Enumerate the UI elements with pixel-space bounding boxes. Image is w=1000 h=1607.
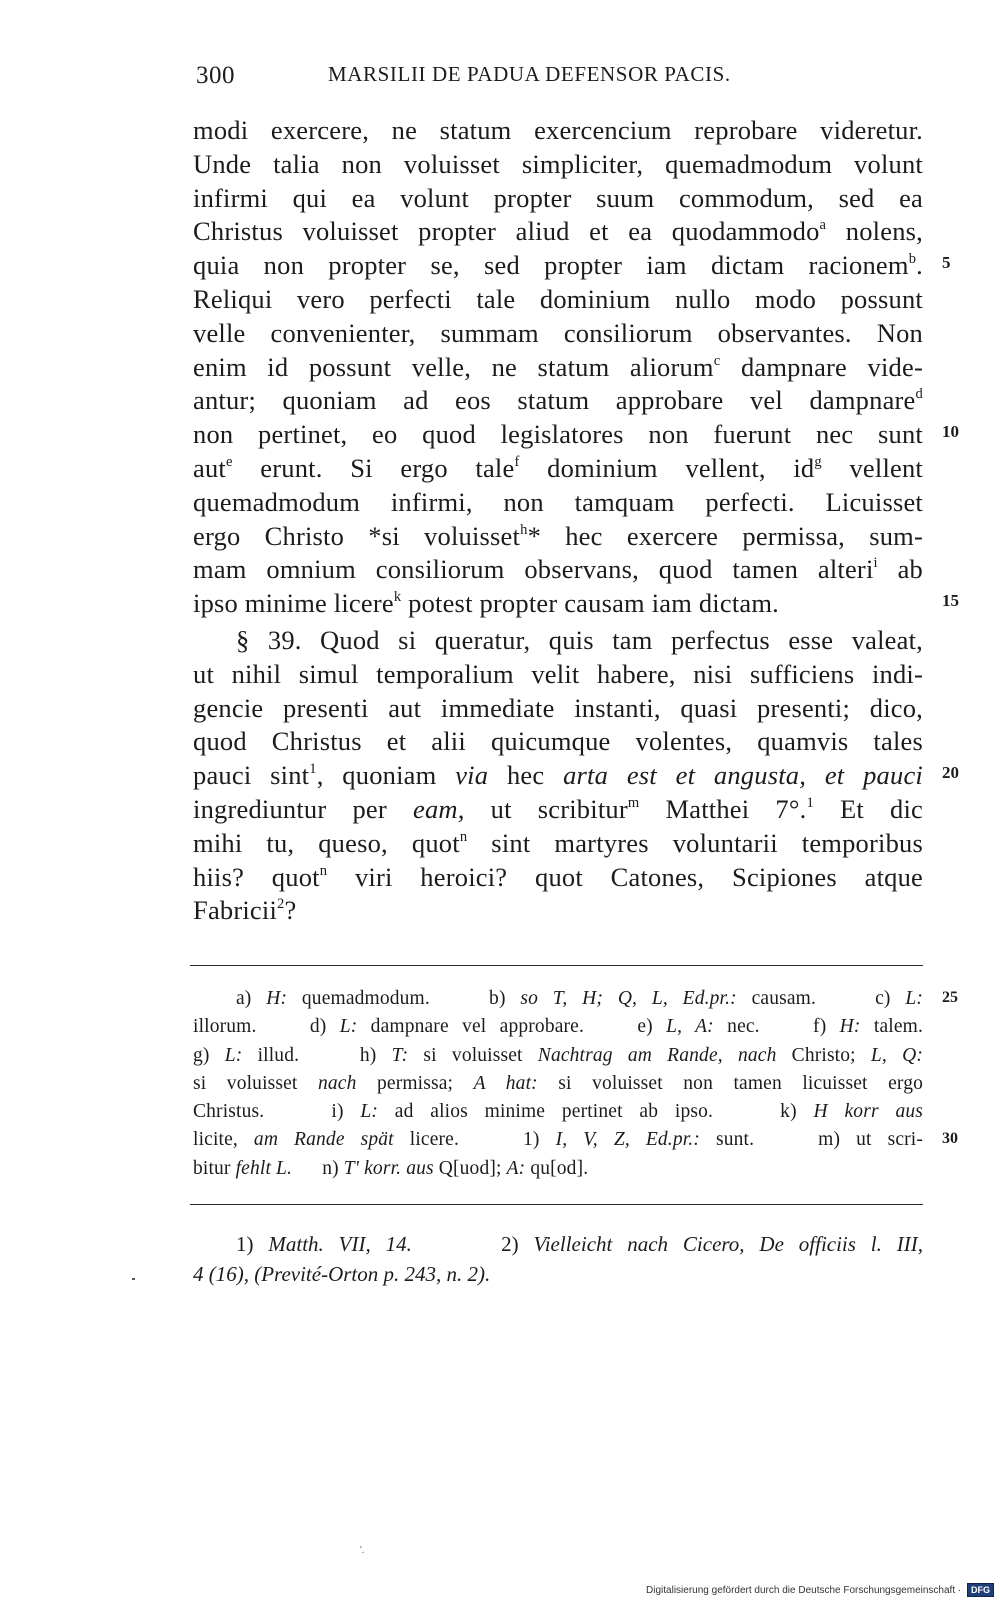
text-line: antur; quoniam ad eos statum approbare vel dampnare$^d$ [193,385,923,416]
main-text [0,114,1000,928]
variant-marker: f [514,454,520,471]
variant-marker: m [627,795,640,812]
variant-marker: g [814,454,822,471]
note-line: 1) Matth. VII, 14. 2) Vielleicht nach Cicero, De officiis l. III, [236,1232,923,1256]
apparatus-line: illorum. d) L: dampnare vel approbare. e) L, A: nec. f) H: talem. [193,1016,923,1038]
line-number: 20 [942,763,959,783]
variant-marker: k [393,589,402,606]
variant-marker: e [225,454,233,471]
variant-marker: i [873,555,878,572]
variant-marker: n [319,862,328,879]
variant-marker: d [915,386,923,403]
variant-marker: b [908,251,917,268]
text-line: Reliqui vero perfecti tale dominium nullo modo possunt [193,283,923,314]
text-line: ingrediuntur per eam, ut scribitur$^m$ Matthei 7°.$^1$ Et dic [193,793,923,824]
apparatus-line: g) L: illud. h) T: si voluisset Nachtrag am Rande, nach Christo; L, Q: [193,1044,924,1066]
line-number: 5 [942,253,951,273]
variant-marker: a [819,217,827,234]
critical-apparatus [0,986,1000,1184]
text-line: infirmi qui ea volunt propter suum commodum, sed ea [193,182,923,213]
text-line: aut$^e$ erunt. Si ergo tale$^f$ dominium vellent, $id^g$ vellent [193,452,923,483]
text-line: velle convenienter, summam consiliorum observantes. Non [193,317,923,348]
text-line: mam omnium consiliorum observans, quod tamen alteri$^i$ ab [193,554,923,585]
text-line: Fabricii$^2$? [193,895,297,926]
print-marks: '. [360,1545,365,1556]
print-speck [132,1278,135,1280]
line-number: 10 [942,422,959,442]
variant-marker: c [713,352,721,369]
text-line: Unde talia non voluisset simpliciter, quemadmodum volunt [193,148,923,179]
dfg-logo: DFG [967,1583,994,1597]
apparatus-line: Christus. i) L: ad alios minime pertinet ab ipso. k) H korr aus [193,1101,924,1123]
line-number: 15 [942,591,959,611]
text-line: pauci sint$^1$, quoniam via hec arta est et angusta, et pauci [193,760,923,791]
line-number: 25 [942,989,958,1006]
text-line: modi exercere, ne statum exercencium reprobare videretur. [193,115,923,145]
text-line: quemadmodum infirmi, non tamquam perfecti. Licuisset [193,486,923,517]
text-line: non pertinet, eo quod legislatores non fuerunt nec sunt [193,419,923,450]
digitization-credit [646,1583,994,1601]
text-line: quia non propter se, sed propter iam dictam racionem$^b$. [193,250,923,281]
digitization-text: Digitalisierung gefördert durch die Deutsche Forschungsgemeinschaft · [646,1584,962,1596]
text-line: enim id possunt velle, ne statum aliorum$^c$ dampnare vide- [193,351,923,382]
apparatus-line: licite, am Rande spät licere. 1) I, V, Z, Ed.pr.: sunt. m) ut scri- [193,1129,924,1151]
running-title: MARSILII DE PADUA DEFENSOR PACIS. [328,62,731,86]
apparatus-line: si voluisset nach permissa; A hat: si voluisset non tamen licuisset ergo [193,1072,923,1094]
line-number: 30 [942,1130,958,1148]
footnote-marker: 2 [277,896,285,913]
note-line: 4 (16), (Previté-Orton p. 243, n. 2). [193,1262,491,1286]
page-header [196,62,926,96]
apparatus-divider [190,965,923,966]
variant-marker: n [459,828,468,845]
text-line: ipso minime licere$^k$ potest propter causam iam dictam. [193,588,779,619]
apparatus-line: a) H: quemadmodum. b) so T, H; Q, L, Ed.pr.: causam. c) L: [236,988,924,1009]
variant-marker: h [520,521,528,538]
text-line: mihi tu, queso, quot$^n$ sint martyres voluntarii temporibus [193,827,923,858]
text-line: ergo Christo *si voluisset$^h$* hec exercere permissa, sum- [193,520,924,551]
footnote-marker: 1 [309,761,317,778]
page-number: 300 [196,62,235,89]
footnote-marker: 1 [806,795,814,812]
source-notes [0,1230,1000,1290]
text-line: gencie presenti aut immediate instanti, quasi presenti; dico, [193,692,923,723]
notes-divider [190,1204,923,1205]
apparatus-line: bitur fehlt L. n) T' korr. aus Q[uod]; A: qu[od]. [193,1157,589,1179]
text-line: ut nihil simul temporalium velit habere, nisi sufficiens indi- [193,658,923,689]
text-line: quod Christus et alii quicumque volentes, quamvis tales [193,726,923,757]
text-line: Christus voluisset propter aliud et ea quodammodo$^a$ nolens, [193,216,923,247]
text-line: hiis? quot$^n$ viri heroici? quot Catones, Scipiones atque [193,861,923,892]
section-start-line: § 39. Quod si queratur, quis tam perfectus esse valeat, [236,624,923,655]
